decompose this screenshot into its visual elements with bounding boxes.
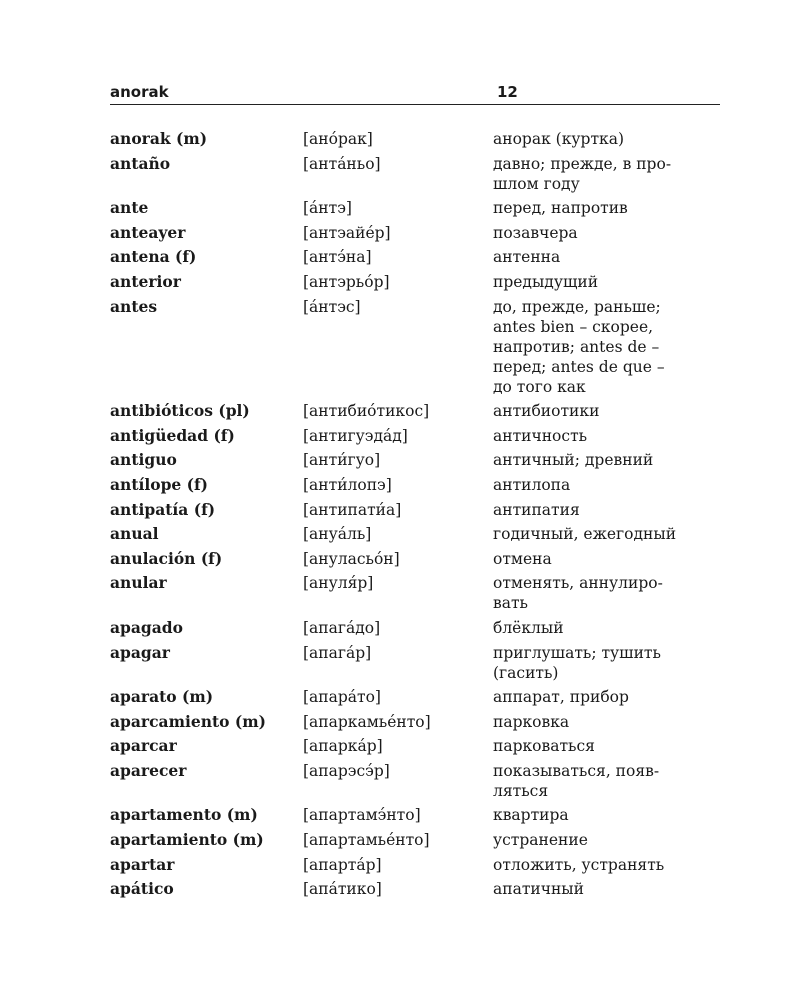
entry-translation: предыдущий <box>493 272 599 291</box>
entry-transcription: [антэайе́р] <box>303 223 391 242</box>
entry-word: antibióticos (pl) <box>110 401 250 421</box>
entry-translation: показываться, появ- ляться <box>493 761 660 800</box>
entry-transcription: [антэрьо́р] <box>303 272 390 291</box>
entry-translation: перед, напротив <box>493 199 628 218</box>
dictionary-entry <box>110 549 720 569</box>
entry-word: antes <box>110 296 158 316</box>
entry-word: antiguo <box>110 450 177 470</box>
entry-word: antílope (f) <box>110 474 209 494</box>
entry-word: apagar <box>110 642 170 662</box>
entry-word: aparecer <box>110 760 187 780</box>
entry-transcription: [апа́тико] <box>303 880 382 899</box>
page-number: 12 <box>497 83 518 101</box>
entry-translation: годичный, ежегодный <box>493 525 677 544</box>
dictionary-entry <box>110 712 720 732</box>
entry-translation: приглушать; тушить (гасить) <box>493 643 661 682</box>
entry-transcription: [антибио́тикос] <box>303 402 430 421</box>
dictionary-entry <box>110 805 720 825</box>
entry-word: anual <box>110 524 159 544</box>
entry-transcription: [апага́р] <box>303 643 372 662</box>
dictionary-entry <box>110 475 720 495</box>
entry-translation: отмена <box>493 549 552 568</box>
entry-translation: античность <box>493 426 588 445</box>
entry-translation: антилопа <box>493 475 571 494</box>
entry-translation: антипатия <box>493 500 580 519</box>
entry-word: antigüedad (f) <box>110 425 235 445</box>
entry-word: antipatía (f) <box>110 499 216 519</box>
entry-transcription: [апарта́р] <box>303 855 382 874</box>
entry-transcription: [анти́лопэ] <box>303 475 392 494</box>
dictionary-entry <box>110 879 720 899</box>
entry-word: apagado <box>110 617 183 637</box>
entry-translation: до, прежде, раньше; antes bien – скорее, напротив; antes de – перед; antes de que – до того как <box>493 297 665 396</box>
dictionary-entry <box>110 855 720 875</box>
entry-translation: давно; прежде, в про- шлом году <box>493 154 672 193</box>
dictionary-entry <box>110 247 720 267</box>
entry-translation: антибиотики <box>493 402 600 421</box>
dictionary-entry <box>110 129 720 149</box>
running-head <box>110 80 720 105</box>
entry-transcription: [анти́гуо] <box>303 451 381 470</box>
entry-transcription: [антигуэда́д] <box>303 426 408 445</box>
entry-word: aparcamiento (m) <box>110 711 266 731</box>
entry-translation: отменять, аннулиро- вать <box>493 574 663 613</box>
entry-transcription: [а́нтэс] <box>303 297 361 316</box>
entry-transcription: [антэ́на] <box>303 248 372 267</box>
dictionary-entry <box>110 736 720 756</box>
dictionary-entry <box>110 272 720 292</box>
entry-word: apartar <box>110 854 175 874</box>
entry-translation: позавчера <box>493 223 578 242</box>
entry-list <box>110 129 720 899</box>
entry-translation: отложить, устранять <box>493 855 665 874</box>
dictionary-entry <box>110 401 720 421</box>
entry-word: apartamento (m) <box>110 805 258 825</box>
entry-word: apático <box>110 879 174 899</box>
entry-transcription: [апарка́р] <box>303 737 383 756</box>
entry-translation: парковаться <box>493 737 595 756</box>
dictionary-page <box>110 80 720 904</box>
entry-word: antaño <box>110 153 171 173</box>
dictionary-entry <box>110 426 720 446</box>
entry-translation: аппарат, прибор <box>493 688 629 707</box>
entry-word: aparcar <box>110 736 177 756</box>
entry-word: apartamiento (m) <box>110 830 264 850</box>
entry-word: anorak (m) <box>110 129 208 148</box>
dictionary-entry <box>110 524 720 544</box>
dictionary-entry <box>110 500 720 520</box>
entry-transcription: [анта́ньо] <box>303 154 381 173</box>
dictionary-entry <box>110 450 720 470</box>
entry-translation: анорак (куртка) <box>493 130 625 148</box>
entry-word: aparato (m) <box>110 687 214 707</box>
entry-word: antena (f) <box>110 247 197 267</box>
entry-translation: устранение <box>493 831 588 850</box>
entry-transcription: [апага́до] <box>303 618 381 637</box>
entry-transcription: [ануа́ль] <box>303 525 372 544</box>
entry-transcription: [апартамье́нто] <box>303 831 430 850</box>
entry-translation: парковка <box>493 712 570 731</box>
dictionary-entry <box>110 687 720 707</box>
entry-transcription: [антипати́а] <box>303 500 402 519</box>
entry-transcription: [апарэсэ́р] <box>303 761 390 780</box>
entry-transcription: [апара́то] <box>303 688 381 707</box>
dictionary-entry <box>110 154 720 194</box>
dictionary-entry <box>110 761 720 801</box>
dictionary-entry <box>110 223 720 243</box>
entry-word: anulación (f) <box>110 548 223 568</box>
dictionary-entry <box>110 830 720 850</box>
dictionary-entry <box>110 573 720 613</box>
running-head-word: anorak <box>110 83 169 101</box>
entry-translation: блёклый <box>493 618 564 637</box>
entry-translation: античный; древний <box>493 451 654 470</box>
entry-translation: квартира <box>493 806 569 825</box>
entry-word: anular <box>110 573 167 593</box>
entry-transcription: [апаркамье́нто] <box>303 712 431 731</box>
entry-translation: апатичный <box>493 880 584 899</box>
dictionary-entry <box>110 618 720 638</box>
entry-translation: антенна <box>493 248 561 267</box>
entry-transcription: [апартамэ́нто] <box>303 806 421 825</box>
dictionary-entry <box>110 297 720 397</box>
entry-word: anteayer <box>110 222 186 242</box>
entry-word: ante <box>110 198 149 218</box>
entry-transcription: [а́нтэ] <box>303 199 352 218</box>
entry-transcription: [ануля́р] <box>303 574 374 593</box>
entry-word: anterior <box>110 271 181 291</box>
entry-transcription: [ано́рак] <box>303 130 373 148</box>
dictionary-entry <box>110 198 720 218</box>
entry-transcription: [ануласьо́н] <box>303 549 400 568</box>
dictionary-entry <box>110 643 720 683</box>
